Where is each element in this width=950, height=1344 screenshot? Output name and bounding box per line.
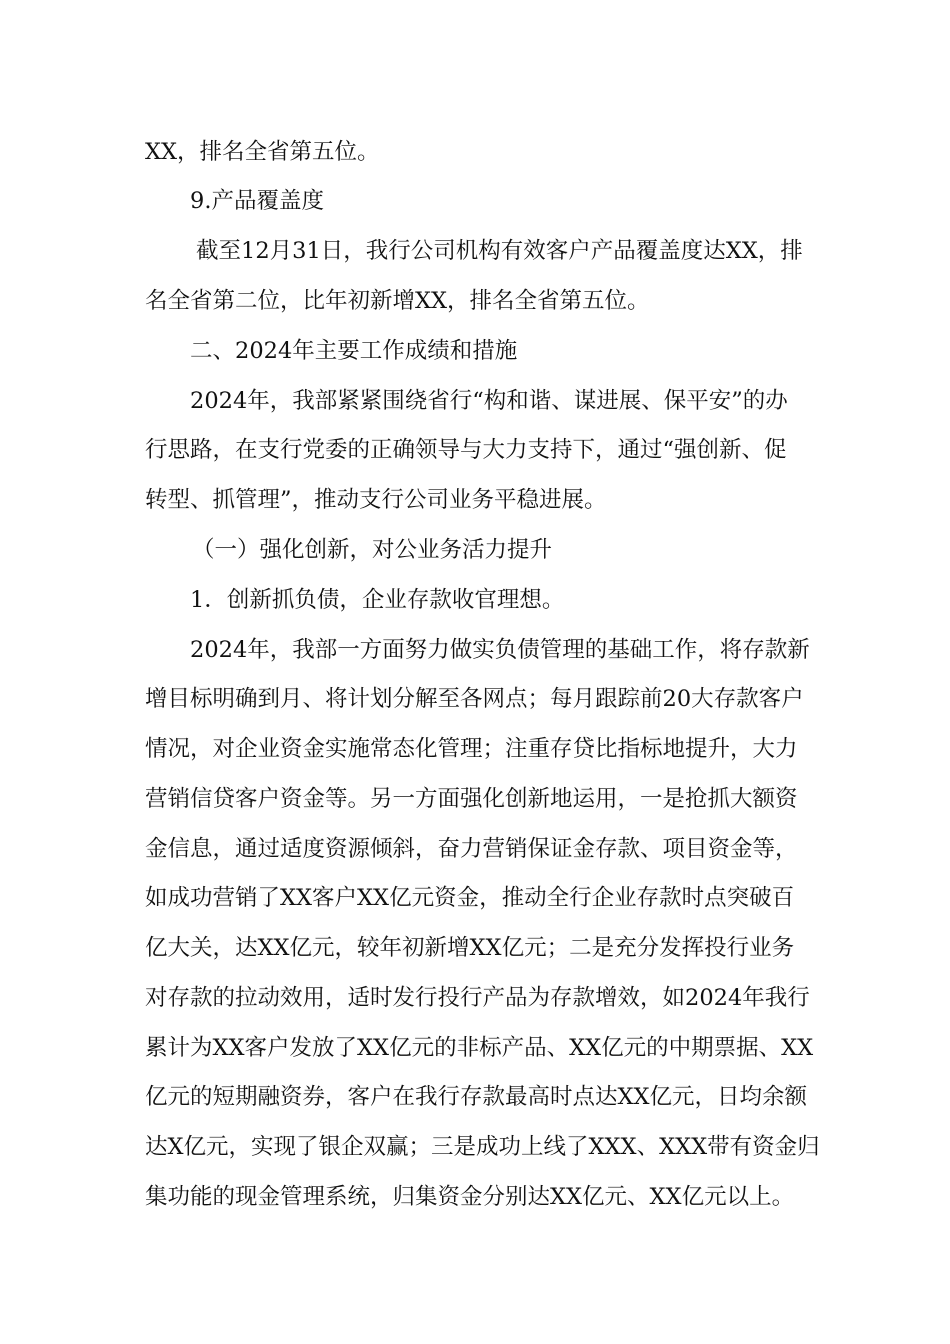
text-line: 增目标明确到月、将计划分解至各网点；每月跟踪前20大存款客户 (145, 686, 804, 712)
section-heading: （一）强化创新，对公业务活力提升 (192, 537, 553, 563)
text-line: 2024年，我部紧紧围绕省行“构和谐、谋进展、保平安”的办 (190, 388, 788, 414)
text-line: 达X亿元，实现了银企双赢；三是成功上线了XXX、XXX带有资金归 (145, 1134, 820, 1160)
text-line: 2024年，我部一方面努力做实负债管理的基础工作，将存款新 (190, 637, 810, 663)
text-line: 转型、抓管理”，推动支行公司业务平稳进展。 (145, 487, 607, 513)
text-line: 亿元的短期融资券，客户在我行存款最高时点达XX亿元，日均余额 (145, 1084, 808, 1110)
section-heading: 1．创新抓负债，企业存款收官理想。 (190, 587, 565, 613)
text-line: 金信息，通过适度资源倾斜，奋力营销保证金存款、项目资金等， (145, 836, 798, 862)
section-heading: 二、2024年主要工作成绩和措施 (190, 338, 518, 364)
section-heading: 9.产品覆盖度 (190, 188, 324, 214)
text-line: XX，排名全省第五位。 (145, 139, 380, 165)
text-line: 对存款的拉动效用，适时发行投行产品为存款增效，如2024年我行 (145, 985, 810, 1011)
text-line: 截至12月31日，我行公司机构有效客户产品覆盖度达XX，排 (196, 238, 803, 264)
text-line: 行思路，在支行党委的正确领导与大力支持下，通过“强创新、促 (145, 437, 787, 463)
text-line: 如成功营销了XX客户XX亿元资金，推动全行企业存款时点突破百 (145, 885, 795, 911)
text-line: 累计为XX客户发放了XX亿元的非标产品、XX亿元的中期票据、XX (145, 1035, 814, 1061)
text-line: 名全省第二位，比年初新增XX，排名全省第五位。 (145, 288, 650, 314)
text-line: 集功能的现金管理系统，归集资金分别达XX亿元、XX亿元以上。 (145, 1184, 795, 1210)
text-line: 情况，对企业资金实施常态化管理；注重存贷比指标地提升，大力 (145, 736, 798, 762)
text-line: 营销信贷客户资金等。另一方面强化创新地运用，一是抢抓大额资 (145, 786, 798, 812)
text-line: 亿大关，达XX亿元，较年初新增XX亿元；二是充分发挥投行业务 (145, 935, 795, 961)
